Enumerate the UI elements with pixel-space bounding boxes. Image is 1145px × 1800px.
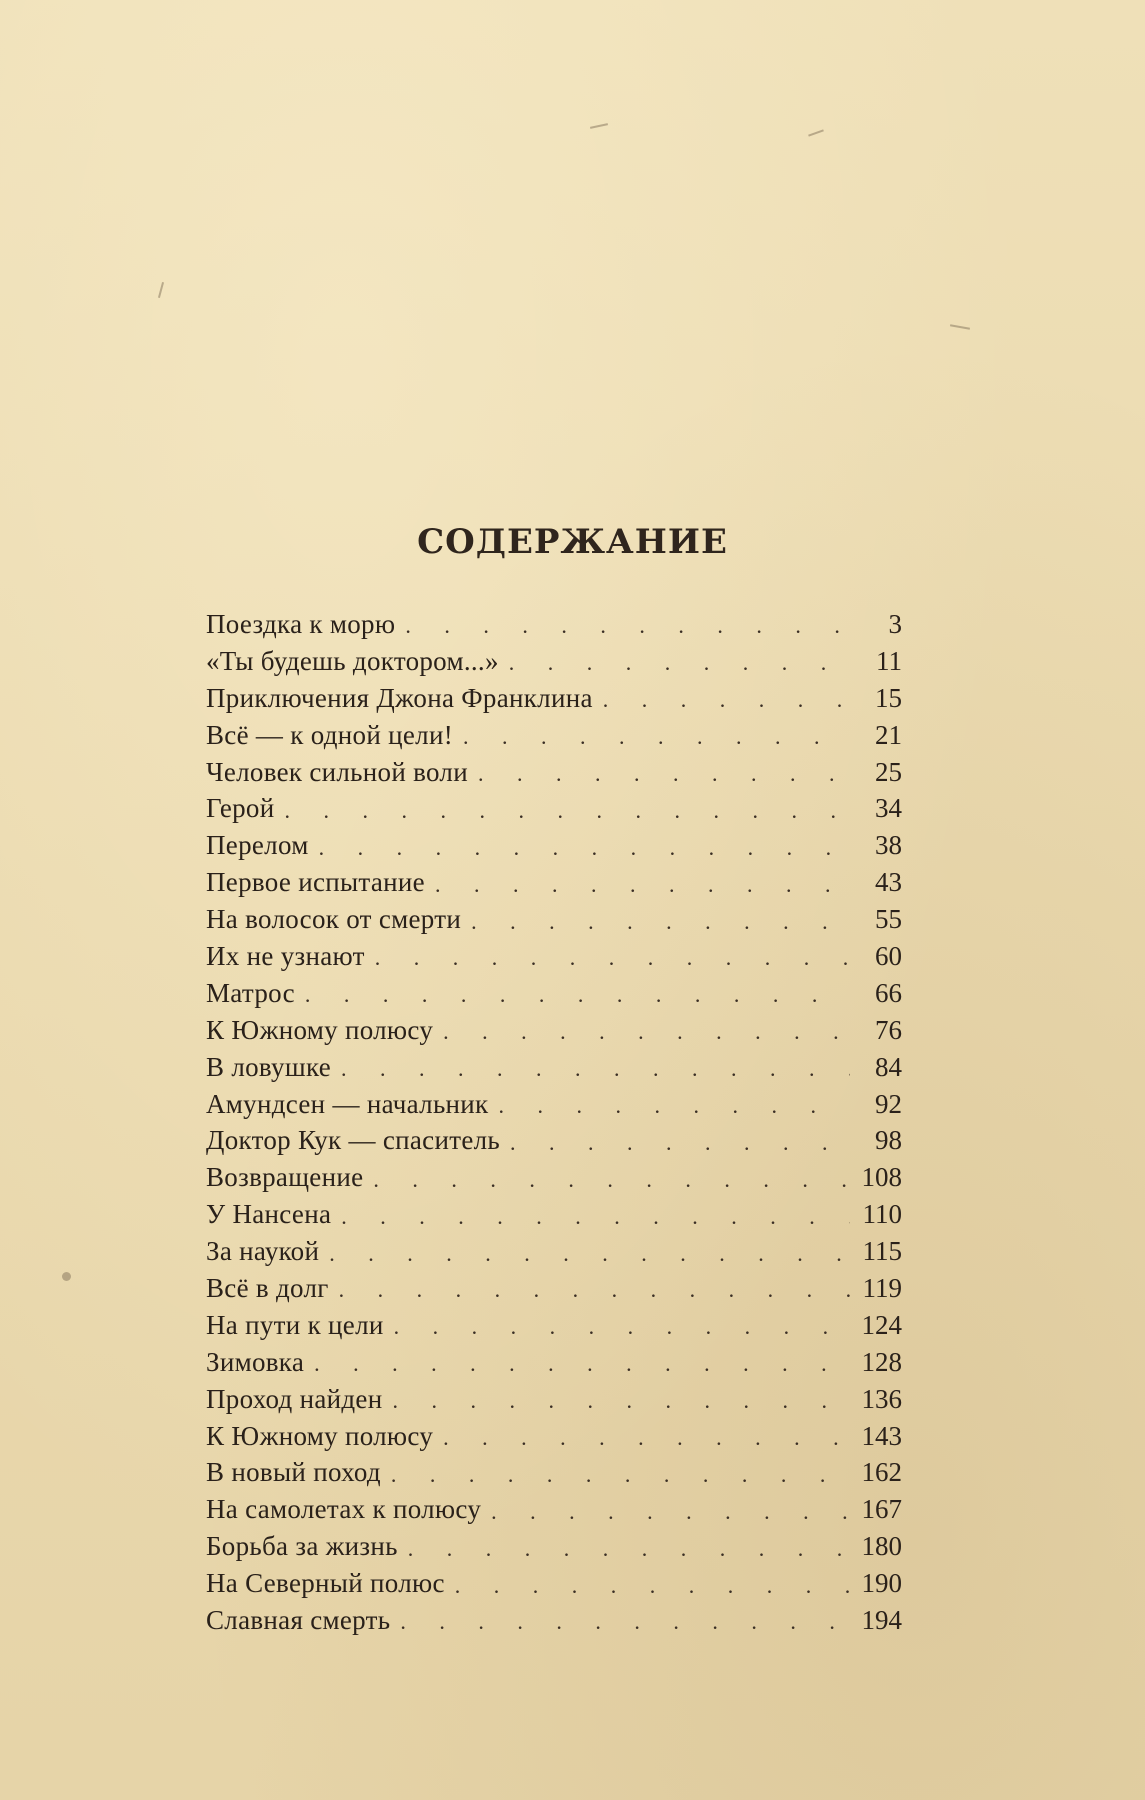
toc-entry-page-number: 43	[875, 867, 902, 898]
toc-entry-title: Проход найден	[206, 1383, 383, 1414]
toc-entry	[206, 827, 902, 864]
toc-entry-page-number: 167	[861, 1494, 902, 1525]
toc-entry-title: «Ты будешь доктором...»	[206, 645, 499, 676]
toc-entry	[206, 1418, 902, 1455]
toc-entry	[206, 754, 902, 791]
toc-entry	[206, 938, 902, 975]
toc-entry-title: Всё — к одной цели!	[206, 719, 453, 750]
toc-entry-page-number: 194	[861, 1604, 902, 1635]
toc-entry	[206, 1159, 902, 1196]
toc-entry-title: Всё в долг	[206, 1272, 329, 1303]
toc-entry-page-number: 115	[862, 1236, 902, 1267]
toc-entry	[206, 1381, 902, 1418]
toc-entry	[206, 680, 902, 717]
toc-entry-page-number: 34	[875, 793, 902, 824]
toc-entry	[206, 1196, 902, 1233]
toc-entry	[206, 1528, 902, 1565]
toc-entry-title: Приключения Джона Франклина	[206, 682, 593, 713]
toc-entry	[206, 1086, 902, 1123]
toc-entry-title: Первое испытание	[206, 867, 425, 898]
toc-entry-title: Зимовка	[206, 1346, 305, 1377]
dot-leader	[341, 1058, 850, 1080]
toc-entry	[206, 864, 902, 901]
toc-entry-page-number: 110	[862, 1199, 902, 1230]
toc-entry	[206, 717, 902, 754]
toc-entry-title: Борьба за жизнь	[206, 1531, 398, 1562]
toc-entry-page-number: 162	[861, 1457, 902, 1488]
toc-entry-page-number: 84	[875, 1051, 902, 1082]
table-of-contents	[206, 606, 902, 1639]
toc-entry-page-number: 136	[861, 1383, 902, 1414]
toc-entry-page-number: 66	[875, 977, 902, 1008]
toc-entry	[206, 975, 902, 1012]
toc-entry-page-number: 180	[861, 1531, 902, 1562]
dot-leader	[491, 1501, 850, 1523]
dot-leader	[319, 837, 850, 859]
dot-leader	[329, 1243, 850, 1265]
toc-entry	[206, 606, 902, 643]
toc-entry-page-number: 143	[861, 1420, 902, 1451]
toc-entry-page-number: 38	[875, 830, 902, 861]
toc-entry-page-number: 92	[875, 1088, 902, 1119]
toc-entry-title: Матрос	[206, 977, 295, 1008]
toc-entry-title: За наукой	[206, 1236, 320, 1267]
toc-entry-page-number: 15	[875, 682, 902, 713]
toc-entry-page-number: 55	[875, 904, 902, 935]
toc-entry	[206, 1049, 902, 1086]
dot-leader	[405, 615, 850, 637]
dot-leader	[375, 947, 850, 969]
toc-entry-title: Перелом	[206, 830, 309, 861]
toc-entry	[206, 1012, 902, 1049]
dot-leader	[339, 1279, 850, 1301]
dot-leader	[400, 1611, 850, 1633]
toc-entry-title: Человек сильной воли	[206, 756, 468, 787]
dot-leader	[305, 984, 850, 1006]
dot-leader	[314, 1353, 850, 1375]
toc-entry	[206, 790, 902, 827]
paper-speck	[158, 282, 164, 298]
toc-entry-title: К Южному полюсу	[206, 1420, 434, 1451]
toc-entry-page-number: 108	[861, 1162, 902, 1193]
toc-entry-page-number: 3	[888, 608, 902, 639]
paper-speck	[950, 324, 970, 329]
toc-entry-title: К Южному полюсу	[206, 1014, 434, 1045]
dot-leader	[463, 726, 850, 748]
toc-entry	[206, 1344, 902, 1381]
toc-entry-title: Амундсен — начальник	[206, 1088, 489, 1119]
dot-leader	[391, 1464, 850, 1486]
toc-entry-page-number: 190	[861, 1568, 902, 1599]
dot-leader	[510, 1132, 850, 1154]
toc-entry-title: Славная смерть	[206, 1604, 391, 1635]
dot-leader	[394, 1316, 850, 1338]
toc-entry-title: Возвращение	[206, 1162, 364, 1193]
toc-entry-title: Доктор Кук — спаситель	[206, 1125, 500, 1156]
toc-entry-title: У Нансена	[206, 1199, 332, 1230]
dot-leader	[443, 1021, 850, 1043]
dot-leader	[373, 1169, 850, 1191]
toc-entry-title: На волосок от смерти	[206, 904, 462, 935]
dot-leader	[285, 800, 851, 822]
toc-entry	[206, 1602, 902, 1639]
dot-leader	[455, 1575, 850, 1597]
toc-entry-page-number: 124	[861, 1309, 902, 1340]
toc-entry-title: На Северный полюс	[206, 1568, 445, 1599]
toc-entry-page-number: 25	[875, 756, 902, 787]
page-title: СОДЕРЖАНИЕ	[417, 522, 728, 562]
toc-entry	[206, 1307, 902, 1344]
dot-leader	[435, 874, 850, 896]
toc-entry	[206, 1122, 902, 1159]
dot-leader	[443, 1427, 850, 1449]
dot-leader	[392, 1390, 850, 1412]
toc-entry-page-number: 119	[862, 1272, 902, 1303]
toc-entry-title: Их не узнают	[206, 940, 365, 971]
toc-entry-title: В новый поход	[206, 1457, 381, 1488]
toc-entry-title: Герой	[206, 793, 275, 824]
dot-leader	[341, 1206, 850, 1228]
toc-entry	[206, 643, 902, 680]
toc-entry-page-number: 11	[876, 645, 902, 676]
toc-entry-page-number: 21	[875, 719, 902, 750]
toc-entry-page-number: 98	[875, 1125, 902, 1156]
paper-speck	[62, 1272, 71, 1281]
toc-entry	[206, 1233, 902, 1270]
dot-leader	[408, 1538, 850, 1560]
toc-entry	[206, 1565, 902, 1602]
toc-entry-page-number: 76	[875, 1014, 902, 1045]
paper-speck	[808, 129, 824, 136]
toc-entry	[206, 901, 902, 938]
toc-entry	[206, 1454, 902, 1491]
dot-leader	[509, 652, 850, 674]
toc-entry	[206, 1491, 902, 1528]
toc-entry-title: На пути к цели	[206, 1309, 384, 1340]
dot-leader	[603, 689, 850, 711]
toc-entry-title: Поездка к морю	[206, 608, 396, 639]
toc-entry-title: На самолетах к полюсу	[206, 1494, 482, 1525]
toc-entry	[206, 1270, 902, 1307]
dot-leader	[498, 1095, 850, 1117]
toc-entry-page-number: 60	[875, 940, 902, 971]
toc-entry-page-number: 128	[861, 1346, 902, 1377]
dot-leader	[478, 763, 850, 785]
toc-entry-title: В ловушке	[206, 1051, 331, 1082]
paper-speck	[590, 123, 608, 129]
dot-leader	[471, 911, 850, 933]
